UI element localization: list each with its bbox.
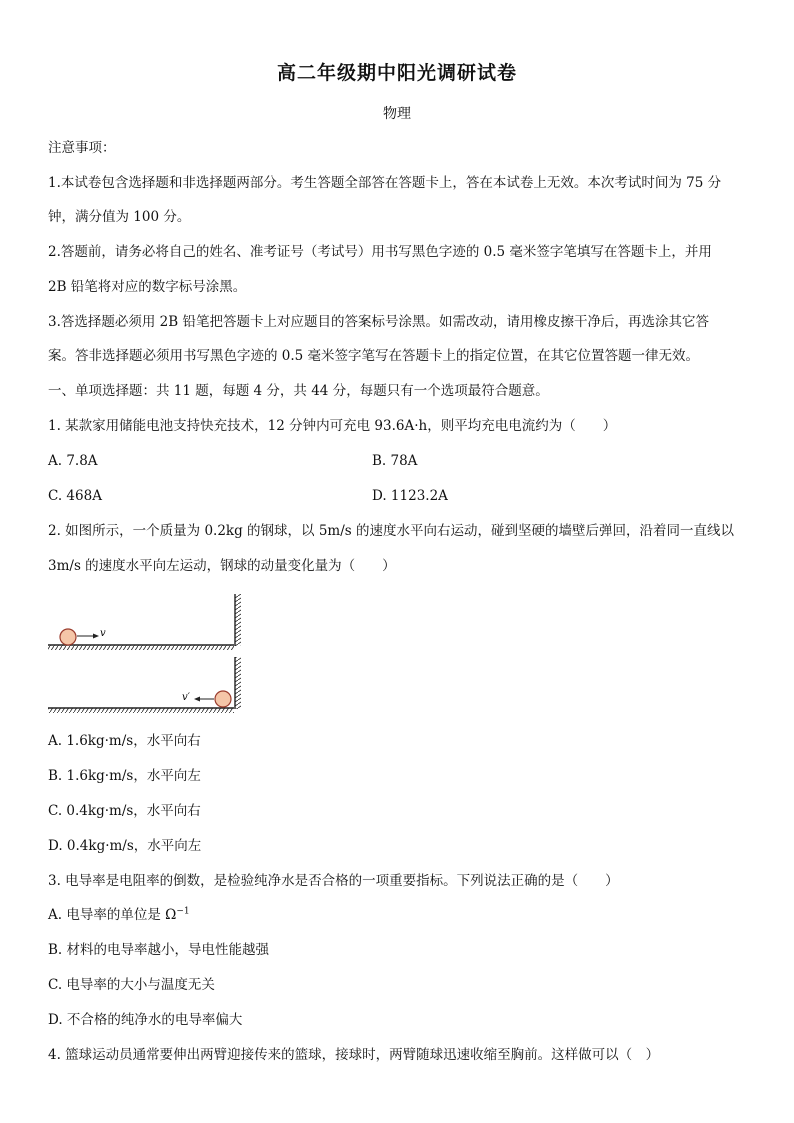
- q3-option-a: [48, 906, 748, 924]
- q3-stem: 3. 电导率是电阻率的倒数，是检验纯净水是否合格的一项重要指标。下列说法正确的是（ ）: [48, 873, 619, 889]
- q1-option-c: C. 468A: [48, 488, 102, 504]
- bottom-floor-hatch: [48, 708, 234, 713]
- velocity-label-v: v: [100, 628, 106, 639]
- q2-stem-line-1: 2. 如图所示，一个质量为 0.2kg 的钢球，以 5m/s 的速度水平向右运动，碰到坚硬的墙壁后弹回，沿着同一直线以: [48, 523, 734, 539]
- notice-line-4: 2B 铅笔将对应的数字标号涂黑。: [48, 279, 247, 295]
- notice-line-5: 3.答选择题必须用 2B 铅笔把答题卡上对应题目的答案标号涂黑。如需改动，请用橡皮擦干净后，再选涂其它答: [48, 314, 709, 330]
- q2-option-a: A. 1.6kg·m/s，水平向右: [48, 733, 201, 749]
- steel-ball-rebound: [215, 691, 231, 707]
- bottom-wall-hatch: [235, 657, 241, 709]
- notice-line-3: 2.答题前，请务必将自己的姓名、准考证号（考试号）用书写黑色字迹的 0.5 毫米签字笔填写在答题卡上，并用: [48, 244, 712, 260]
- q3-option-b: B. 材料的电导率越小，导电性能越强: [48, 942, 270, 958]
- q3-option-c: C. 电导率的大小与温度无关: [48, 977, 215, 993]
- notice-line-1: 1.本试卷包含选择题和非选择题两部分。考生答题全部答在答题卡上，答在本试卷上无效。本次考试时间为 75 分: [48, 175, 722, 191]
- bottom-scene: [48, 657, 241, 713]
- q1-option-a: A. 7.8A: [48, 453, 98, 469]
- q2-option-b: B. 1.6kg·m/s，水平向左: [48, 768, 201, 784]
- q2-stem-line-2: 3m/s 的速度水平向左运动，钢球的动量变化量为（ ）: [48, 558, 396, 574]
- q4-stem: 4. 篮球运动员通常要伸出两臂迎接传来的篮球，接球时，两臂随球迅速收缩至胸前。这样做可以（ ）: [48, 1047, 660, 1063]
- q1-option-d: D. 1123.2A: [372, 488, 448, 504]
- velocity-label-v-prime: v′: [182, 692, 190, 703]
- q2-option-d: D. 0.4kg·m/s，水平向左: [48, 838, 202, 854]
- section-heading: 一、单项选择题：共 11 题，每题 4 分，共 44 分，每题只有一个选项最符合题意。: [48, 383, 549, 399]
- top-scene: [48, 594, 241, 650]
- top-floor-hatch: [48, 645, 234, 650]
- top-wall-hatch: [235, 594, 241, 646]
- velocity-arrowhead-left: [194, 697, 200, 702]
- steel-ball-incoming: [60, 629, 76, 645]
- notice-line-2: 钟，满分值为 100 分。: [48, 209, 191, 225]
- q1-stem: 1. 某款家用储能电池支持快充技术，12 分钟内可充电 93.6A·h，则平均充电电流约为（ ）: [48, 418, 617, 434]
- velocity-arrowhead-right: [93, 634, 99, 639]
- q1-option-b: B. 78A: [372, 453, 418, 469]
- q3-option-d: D. 不合格的纯净水的电导率偏大: [48, 1012, 243, 1028]
- q3-option-a-superscript: −1: [176, 906, 190, 917]
- q2-option-c: C. 0.4kg·m/s，水平向右: [48, 803, 201, 819]
- notice-heading: 注意事项：: [48, 140, 116, 156]
- q3-option-a-text: A. 电导率的单位是 Ω: [48, 907, 177, 923]
- subject-label: 物理: [383, 106, 411, 122]
- notice-line-6: 案。答非选择题必须用书写黑色字迹的 0.5 毫米签字笔写在答题卡上的指定位置，在其它位置答题一律无效。: [48, 348, 700, 364]
- q2-figure: [46, 592, 246, 718]
- page-title: 高二年级期中阳光调研试卷: [276, 62, 517, 84]
